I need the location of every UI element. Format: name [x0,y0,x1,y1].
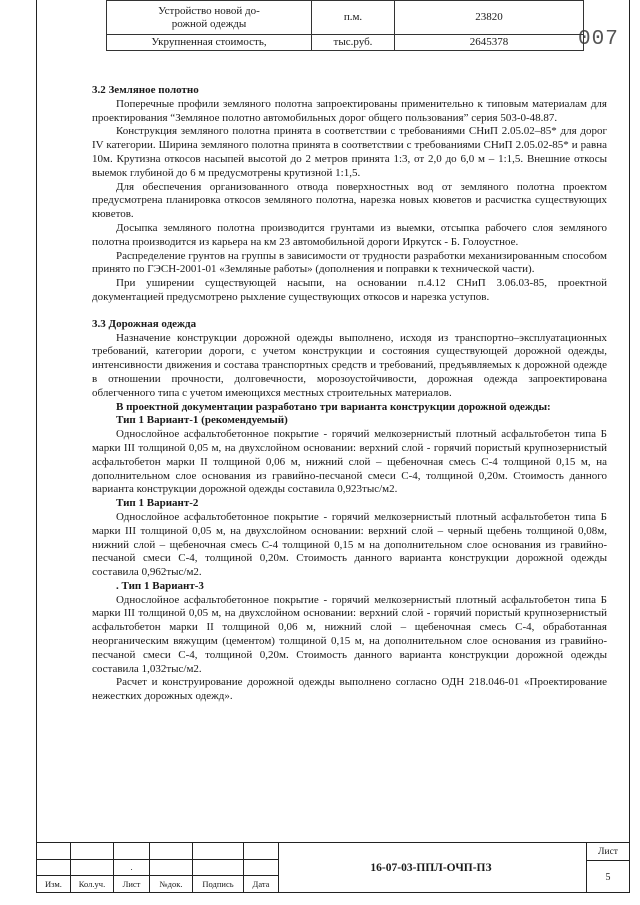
variant-title: . Тип 1 Вариант-3 [116,579,204,592]
stamp-mark: . [114,859,150,876]
sheet-number: 5 [605,871,611,883]
paragraph: Конструкция земляного полотна принята в соответствии с требованиями СНиП 2.05.02–85* для дорог IV категории. Ширина земляного полотна принята в соответствии с требованиями СНиП 2.05.02-85* и равна 10м. Крутизна откосов насыпей высотой до 2 метров принята 1:3, от 2,0 до 6,0 м – 1:1,5. Внешние откосы выемок глубиной до 6 м предусмотрены крутизной 1:1,5. [92,125,607,179]
paragraph: Досыпка земляного полотна производится грунтами из выемки, отсыпка рабочего слоя земляного полотна производится из карьера на км 23 автомобильной дороги Иркутск - Б. Голоустное. [92,221,607,248]
variant-title: Тип 1 Вариант-2 [116,497,199,510]
table-cell-unit: п.м. [312,1,395,35]
bold-intro: В проектной документации разработано три варианта конструкции дорожной одежды: [116,400,551,413]
table-cell-value: 2645378 [395,35,584,51]
revision-grid [36,842,279,893]
variant-title: Тип 1 Вариант-1 (рекомендуемый) [116,414,288,427]
sheet-label: Лист [587,843,629,861]
stamp-header: Изм. [37,876,71,893]
paragraph: Однослойное асфальтобетонное покрытие - горячий мелкозернистый плотный асфальтобетон типа Б марки III толщиной 0,05 м, на двухслойном основании: верхний слой - горячий пористый крупнозернистый асфальтобетон марки II толщиной 0,06 м, нижний слой – щебеночная смесь С-4, обработанная неорганическим вяжущим (цементом) толщиной 0,15 м, на дополнительном слое основания из гравийно-песчаной смеси С-4, толщиной 0,20м. Стоимость данного варианта конструкции дорожной одежды составила 1,032тыс/м2. [92,593,607,675]
page-code: 007 [578,28,619,51]
table-row [107,35,584,51]
stamp-header: Дата [244,876,279,893]
paragraph: Назначение конструкции дорожной одежды выполнено, исходя из транспортно–эксплуатационных требований, категории дороги, с учетом конструкции и состояния существующей дорожной одежды, интенсивности движения и состава транспортных средств и требований, предъявляемых к дорожной одежде в отношении прочности, долговечности, морозоустойчивости, дорожная одежда запроектирована облегченного типа с учетом имеющихся местных строительных материалов. [92,331,607,399]
paragraph: При уширении существующей насыпи, на основании п.4.12 СНиП 3.06.03-85, проектной документацией предусмотрено рыхление существующих откосов и нарезка уступов. [92,277,607,303]
table-cell-name: Укрупненная стоимость, [107,35,312,51]
section-heading: 3.2 Земляное полотно [92,84,199,96]
paragraph: Расчет и конструирование дорожной одежды выполнено согласно ОДН 218.046-01 «Проектирование нежестких дорожных одежд». [92,676,607,703]
paragraph: Для обеспечения организованного отвода поверхностных вод от земляного полотна проектом предусмотрена планировка откосов земляного полотна, нарезка новых кюветов и расчистка существующих кюветов. [92,180,607,221]
paragraph: Поперечные профили земляного полотна запроектированы применительно к типовым материалам для проектирования “Земляное полотно автомобильных дорог общего пользования” серия 503-0-48.87. [92,97,607,124]
stamp-header: Подпись [193,876,244,893]
table-cell-unit: тыс.руб. [312,35,395,51]
document-body [92,84,607,704]
document-code: 16-07-03-ППЛ-ОЧП-ПЗ [276,842,586,893]
paragraph: Однослойное асфальтобетонное покрытие - горячий мелкозернистый плотный асфальтобетон типа Б марки III толщиной 0,05 м, на двухслойном основании: верхний слой - горячий пористый крупнозернистый асфальтобетон марки II толщиной 0,06 м, нижний слой – щебеночная смесь С-4 толщиной 0,15 м, на дополнительном слое основания из гравийно-песчаной смеси С-4, толщиной 0,20м. Стоимость данного варианта конструкции дорожной одежды составила 0,923тыс/м2. [92,428,607,496]
summary-table [106,0,584,51]
table-row [107,1,584,35]
stamp-header: Кол.уч. [71,876,114,893]
paragraph: Однослойное асфальтобетонное покрытие - горячий мелкозернистый плотный асфальтобетон типа Б марки III толщиной 0,05 м, на двухслойном основании: верхний слой – черный щебень толщиной 0,08м, нижний слой – щебеночная смесь С-4 толщиной 0,15 м на дополнительном слое основания из гравийно-песчаной смеси С-4, толщиной 0,20м. Стоимость данного варианта конструкции дорожной одежды составила 0,962тыс/м2. [92,510,607,579]
sheet-box [586,842,629,893]
table-cell-value: 23820 [395,1,584,35]
stamp-header: №док. [150,876,193,893]
table-cell-name: Устройство новой до- рожной одежды [107,1,312,35]
title-block [36,842,628,892]
paragraph: Распределение грунтов на группы в зависимости от трудности разработки механизированным способом принято по ГЭСН-2001-01 «Земляные работы» (дополнения и поправки к технической части). [92,249,607,276]
stamp-header: Лист [114,876,150,893]
section-heading: 3.3 Дорожная одежда [92,317,197,330]
